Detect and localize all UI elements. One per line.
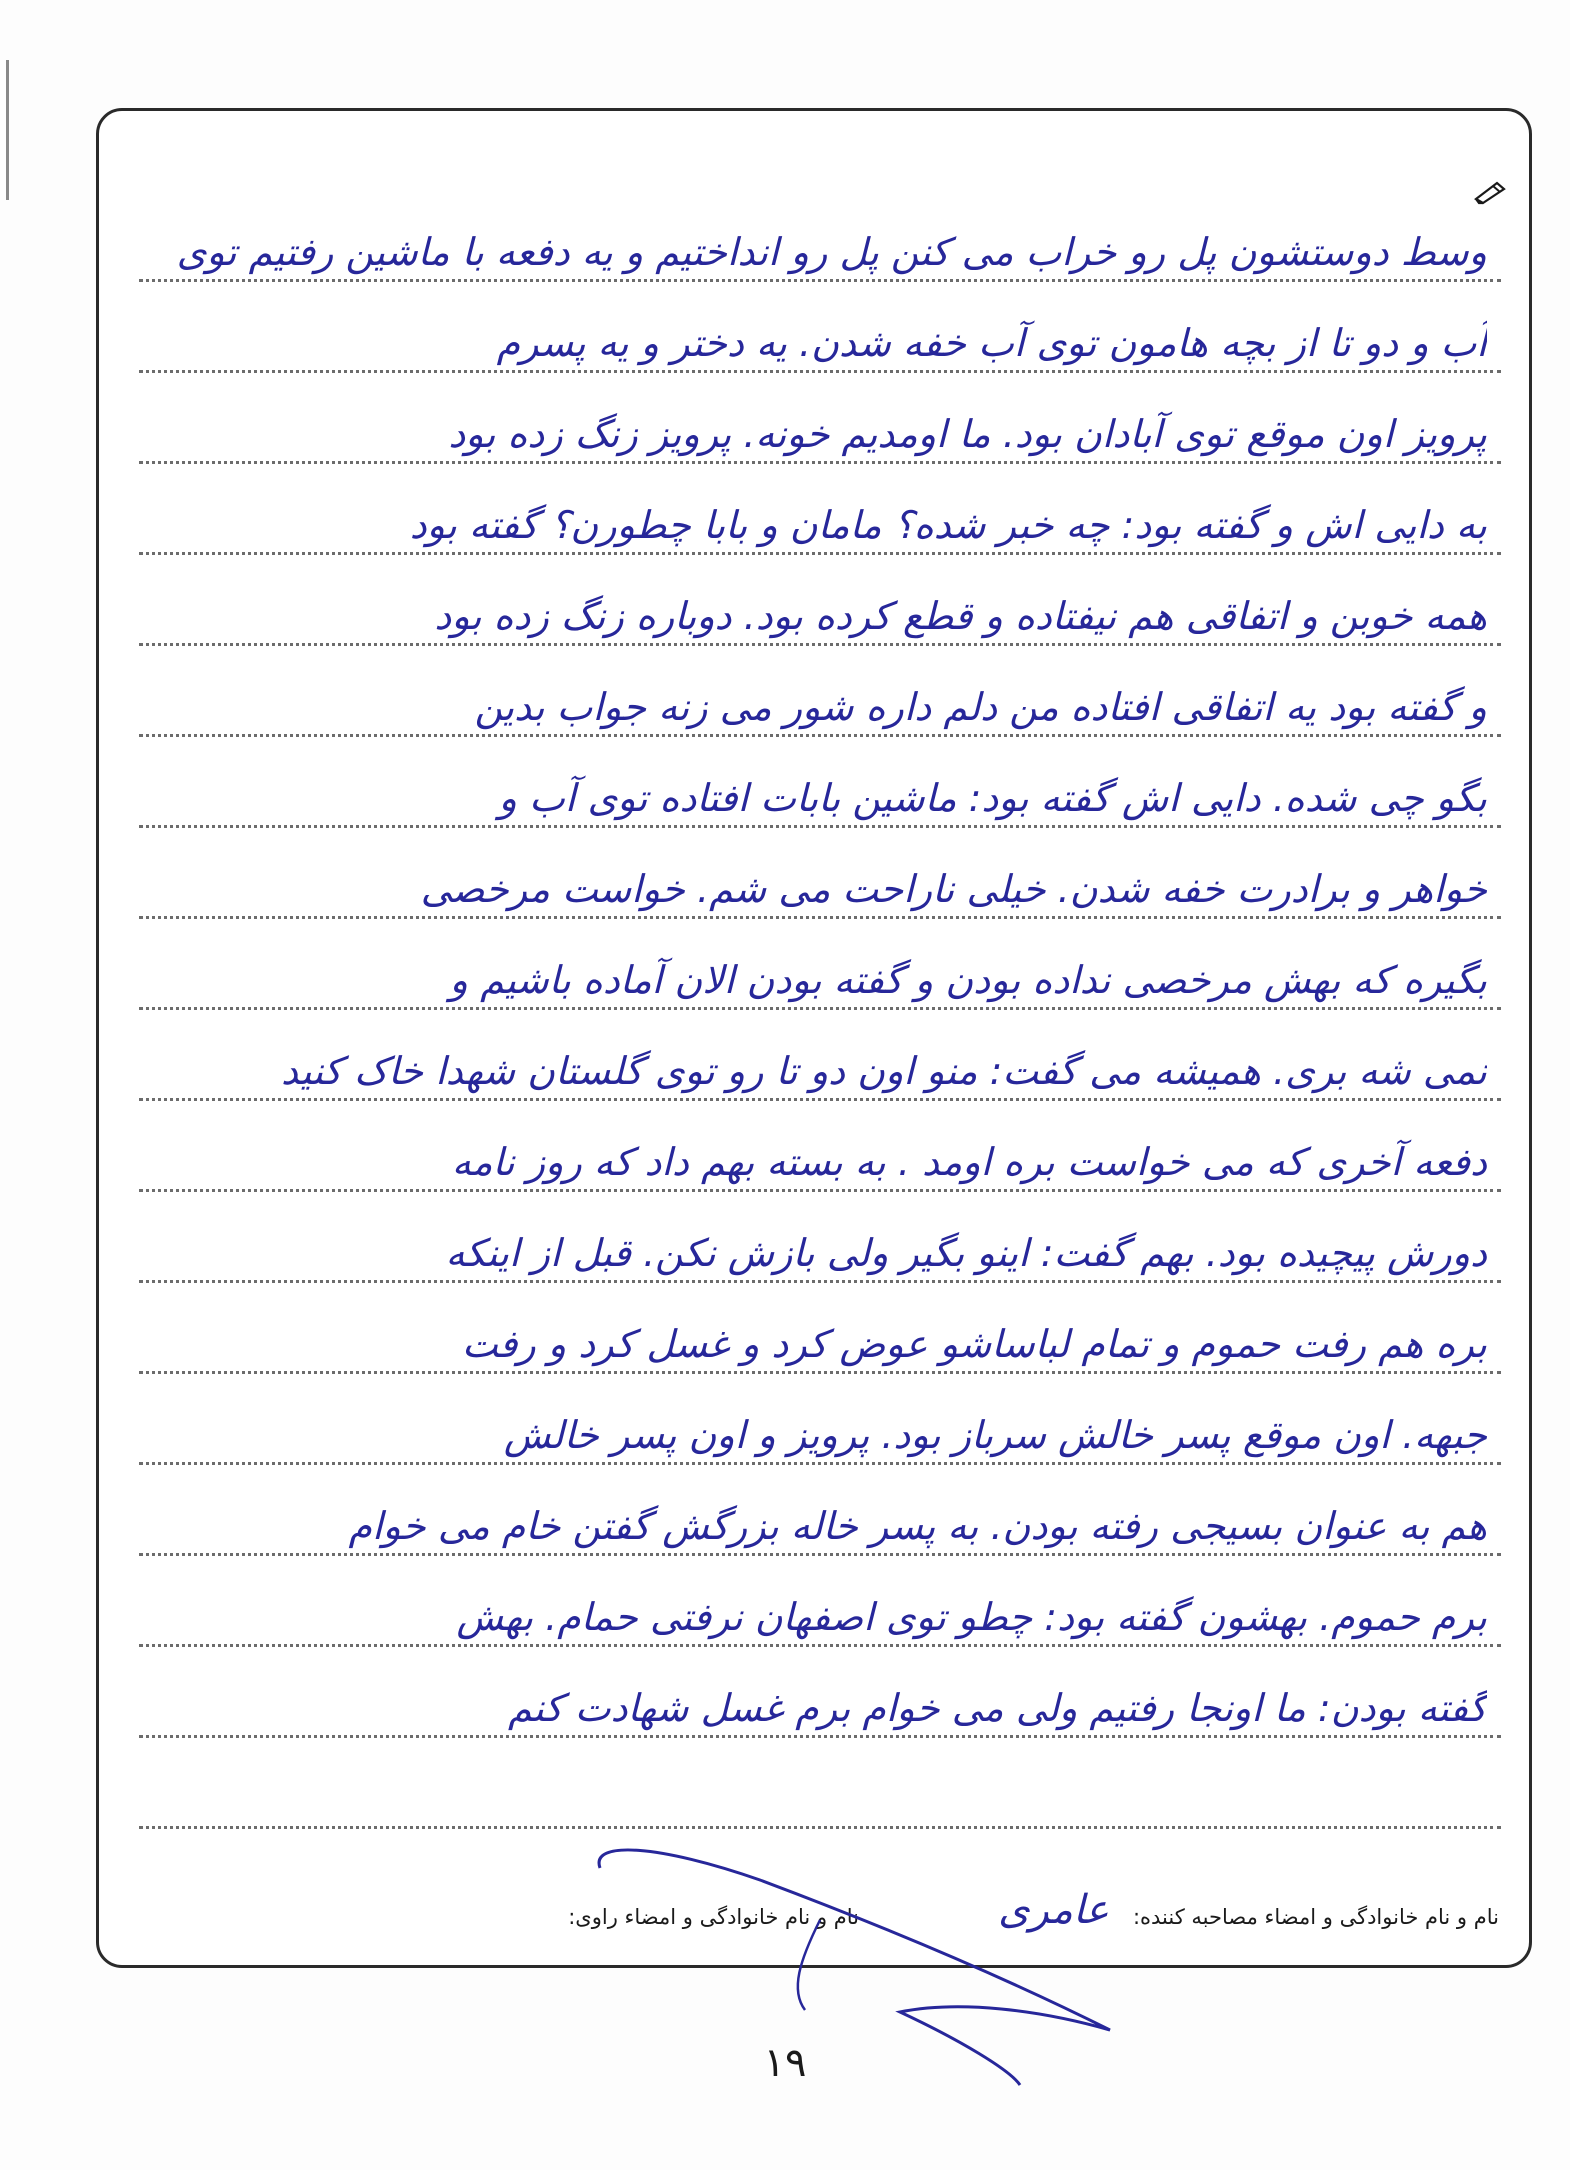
dotted-rule [139, 1735, 1501, 1738]
text-line [139, 292, 1501, 383]
handwritten-text: جبهه. اون موقع پسر خالش سرباز بود. پرویز و اون پسر خالش [503, 1413, 1487, 1457]
dotted-rule [139, 370, 1501, 373]
text-line [139, 474, 1501, 565]
handwritten-text: همه خوبن و اتفاقی هم نیفتاده و قطع کرده بود. دوباره زنگ زده بود [434, 594, 1487, 638]
text-line [139, 1475, 1501, 1566]
handwritten-text: هم به عنوان بسیجی رفته بودن. به پسر خاله بزرگش گفتن خام می خوام [348, 1504, 1487, 1548]
handwritten-text: خواهر و برادرت خفه شدن. خیلی ناراحت می شم. خواست مرخصی [420, 867, 1487, 911]
dotted-rule [139, 1553, 1501, 1556]
dotted-rule [139, 461, 1501, 464]
handwritten-text: نمی شه بری. همیشه می گفت: منو اون دو تا رو توی گلستان شهدا خاک کنید [281, 1049, 1487, 1093]
dotted-rule [139, 825, 1501, 828]
text-line [139, 1657, 1501, 1748]
narrator-signature-label: نام و نام خانوادگی و امضاء راوی: [568, 1905, 859, 1929]
scan-edge-mark [6, 60, 9, 200]
handwritten-text: به دایی اش و گفته بود: چه خبر شده؟ مامان و بابا چطورن؟ گفته بود [409, 503, 1487, 547]
dotted-rule [139, 552, 1501, 555]
dotted-rule [139, 1644, 1501, 1647]
page-number: ۱۹ [763, 2040, 807, 2086]
handwritten-text: بگو چی شده. دایی اش گفته بود: ماشین بابات افتاده توی آب و [498, 776, 1487, 820]
text-line [139, 838, 1501, 929]
interviewer-signature-label: نام و نام خانوادگی و امضاء مصاحبه کننده: [1132, 1905, 1499, 1929]
handwritten-text: پرویز اون موقع توی آبادان بود. ما اومدیم خونه. پرویز زنگ زده بود [448, 412, 1487, 456]
text-line [139, 565, 1501, 656]
handwritten-text: گفته بودن: ما اونجا رفتیم ولی می خوام برم غسل شهادت کنم [507, 1686, 1487, 1730]
text-line [139, 929, 1501, 1020]
handwritten-text: دفعه آخری که می خواست بره اومد . به بسته بهم داد که روز نامه [451, 1140, 1487, 1184]
dotted-rule [139, 1098, 1501, 1101]
text-line [139, 1566, 1501, 1657]
dotted-rule [139, 1280, 1501, 1283]
dotted-rule [139, 279, 1501, 282]
dotted-rule [139, 734, 1501, 737]
interviewer-signature: عامری [998, 1887, 1109, 1933]
handwritten-text: وسط دوستشون پل رو خراب می کنن پل رو انداختیم و یه دفعه با ماشین رفتیم توی [176, 230, 1487, 274]
dotted-rule [139, 1462, 1501, 1465]
text-line [139, 1748, 1501, 1839]
handwritten-text: و گفته بود یه اتفاقی افتاده من دلم داره شور می زنه جواب بدین [474, 685, 1487, 729]
handwritten-text: دورش پیچیده بود. بهم گفت: اینو بگیر ولی بازش نکن. قبل از اینکه [445, 1231, 1487, 1275]
text-line [139, 1384, 1501, 1475]
signature-footer [129, 1867, 1499, 1947]
dotted-rule [139, 1826, 1501, 1829]
dotted-rule [139, 1189, 1501, 1192]
text-line [139, 747, 1501, 838]
text-line [139, 656, 1501, 747]
handwritten-lines [139, 201, 1501, 1839]
handwritten-text: آب و دو تا از بچه هامون توی آب خفه شدن. یه دختر و یه پسرم [496, 321, 1487, 365]
handwritten-text: بره هم رفت حموم و تمام لباساشو عوض کرد و غسل کرد و رفت [461, 1322, 1487, 1366]
text-line [139, 201, 1501, 292]
text-line [139, 1202, 1501, 1293]
interview-sheet [96, 108, 1532, 1968]
dotted-rule [139, 643, 1501, 646]
handwritten-text: بگیره که بهش مرخصی نداده بودن و گفته بودن الان آماده باشیم و [449, 958, 1487, 1002]
text-line [139, 383, 1501, 474]
dotted-rule [139, 1007, 1501, 1010]
dotted-rule [139, 916, 1501, 919]
text-line [139, 1020, 1501, 1111]
dotted-rule [139, 1371, 1501, 1374]
text-line [139, 1293, 1501, 1384]
handwritten-text: برم حموم. بهشون گفته بود: چطو توی اصفهان نرفتی حمام. بهش [456, 1595, 1487, 1639]
text-line [139, 1111, 1501, 1202]
